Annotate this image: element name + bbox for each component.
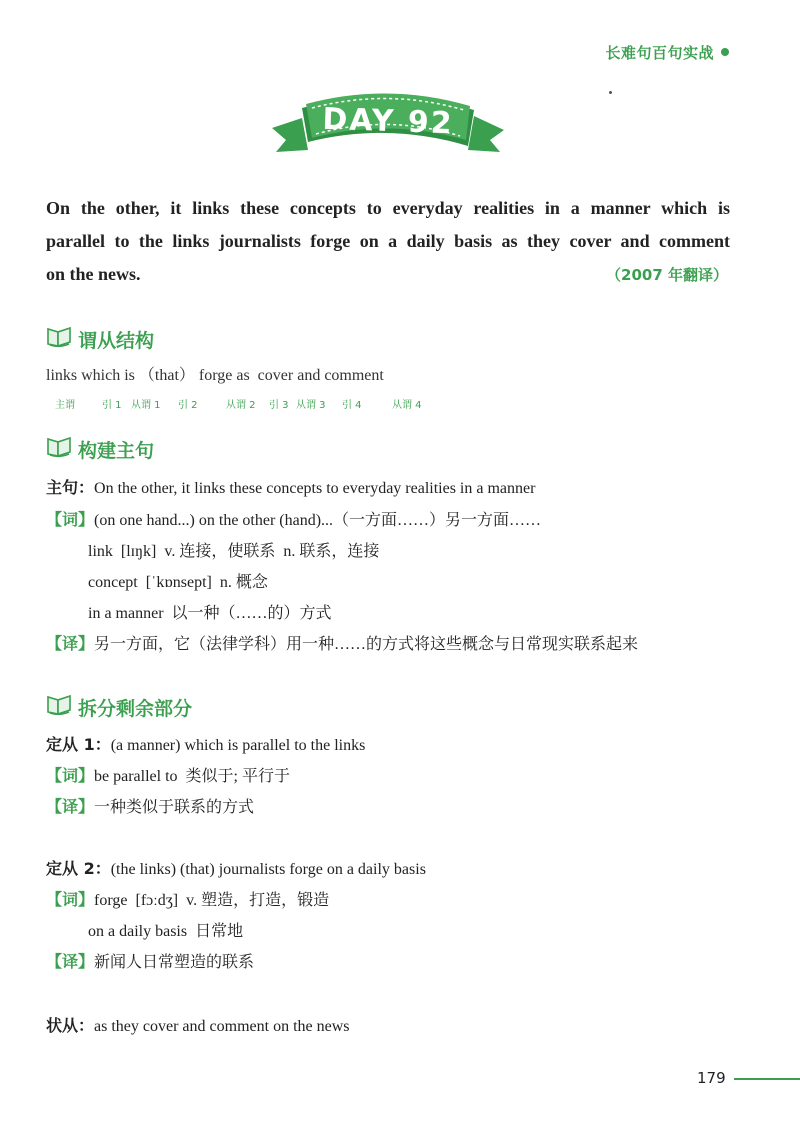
- translation-line: [46, 631, 638, 654]
- book-icon: [46, 326, 72, 348]
- clause-1-translation-line: [46, 794, 254, 817]
- translation-tag: 【译】: [46, 634, 95, 653]
- translation-text: 一种类似于联系的方式: [94, 799, 255, 816]
- book-icon: [46, 694, 72, 716]
- section-title-main-clause: 构建主句: [78, 440, 155, 462]
- clause-1-label: 定从 1：: [46, 735, 111, 754]
- clause-2-text: (the links) (that) journalists forge on a daily basis: [110, 861, 426, 878]
- predicate-label-6: 引 3: [269, 400, 289, 411]
- vocab-tag: 【词】: [46, 890, 95, 909]
- translation-tag: 【译】: [46, 797, 95, 816]
- translation-text: 新闻人日常塑造的联系: [94, 954, 255, 971]
- print-speck: [609, 91, 612, 94]
- adverbial-line: [46, 1013, 350, 1036]
- main-clause-text: On the other, it links these concepts to everyday realities in a manner: [94, 480, 536, 497]
- adverbial-text: as they cover and comment on the news: [94, 1018, 350, 1035]
- main-clause-line: [46, 475, 535, 498]
- clause-2-line: [46, 856, 426, 879]
- page-rule: [734, 1078, 800, 1080]
- predicate-label-3: 从谓 1: [131, 400, 161, 411]
- vocab-tag: 【词】: [46, 766, 95, 785]
- vocab-entry: on a daily basis 日常地: [88, 923, 244, 940]
- clause-1-line: [46, 732, 365, 755]
- predicate-words: links which is （that） forge as cover and comment: [46, 367, 384, 384]
- book-title: 长难句百句实战: [605, 44, 714, 62]
- clause-2-vocab-line: [46, 887, 329, 910]
- adverbial-label: 状从：: [46, 1016, 95, 1035]
- day-label: DAY 92: [321, 101, 455, 142]
- predicate-label-2: 引 1: [102, 400, 122, 411]
- translation-text: 另一方面，它（法律学科）用一种……的方式将这些概念与日常现实联系起来: [94, 636, 639, 653]
- clause-1-vocab-line: [46, 763, 290, 786]
- sentence-line-2: parallel to the links journalists forge on a daily basis as they cover and comment: [46, 231, 730, 251]
- vocab-entry: link [lɪŋk] v. 连接，使联系 n. 联系，连接: [88, 543, 380, 560]
- title-dot: [721, 48, 729, 56]
- predicate-label-4: 引 2: [178, 400, 198, 411]
- predicate-label-8: 引 4: [342, 400, 362, 411]
- page-number: 179: [697, 1069, 726, 1087]
- translation-tag: 【译】: [46, 952, 95, 971]
- book-icon: [46, 436, 72, 458]
- clause-2-label: 定从 2：: [46, 859, 111, 878]
- predicate-label-7: 从谓 3: [296, 400, 326, 411]
- vocab-entry: (on one hand...) on the other (hand)...（一方面……）另一方面……: [94, 512, 542, 529]
- predicate-label-9: 从谓 4: [392, 400, 422, 411]
- vocab-entry: forge [fɔːdʒ] v. 塑造，打造，锻造: [94, 892, 330, 909]
- vocab-entry: be parallel to 类似于; 平行于: [94, 768, 290, 785]
- predicate-label-5: 从谓 2: [226, 400, 256, 411]
- clause-2-translation-line: [46, 949, 254, 972]
- predicate-label-1: 主谓: [55, 400, 75, 411]
- section-title-predicates: 谓从结构: [78, 330, 155, 352]
- sentence-line-1: On the other, it links these concepts to everyday realities in a manner which is: [46, 198, 730, 218]
- source-tag: （2007 年翻译）: [606, 266, 728, 284]
- vocab-entry: in a manner 以一种（……的）方式: [88, 605, 332, 622]
- vocab-tag: 【词】: [46, 510, 95, 529]
- section-title-split: 拆分剩余部分: [78, 698, 193, 720]
- clause-1-text: (a manner) which is parallel to the links: [110, 737, 366, 754]
- vocab-line-1: [46, 507, 541, 530]
- main-sentence: [46, 192, 730, 258]
- vocab-entry: concept [ˈkɒnsept] n. 概念: [88, 574, 268, 591]
- sentence-line-3: on the news.: [46, 264, 141, 284]
- main-clause-label: 主句：: [46, 478, 95, 497]
